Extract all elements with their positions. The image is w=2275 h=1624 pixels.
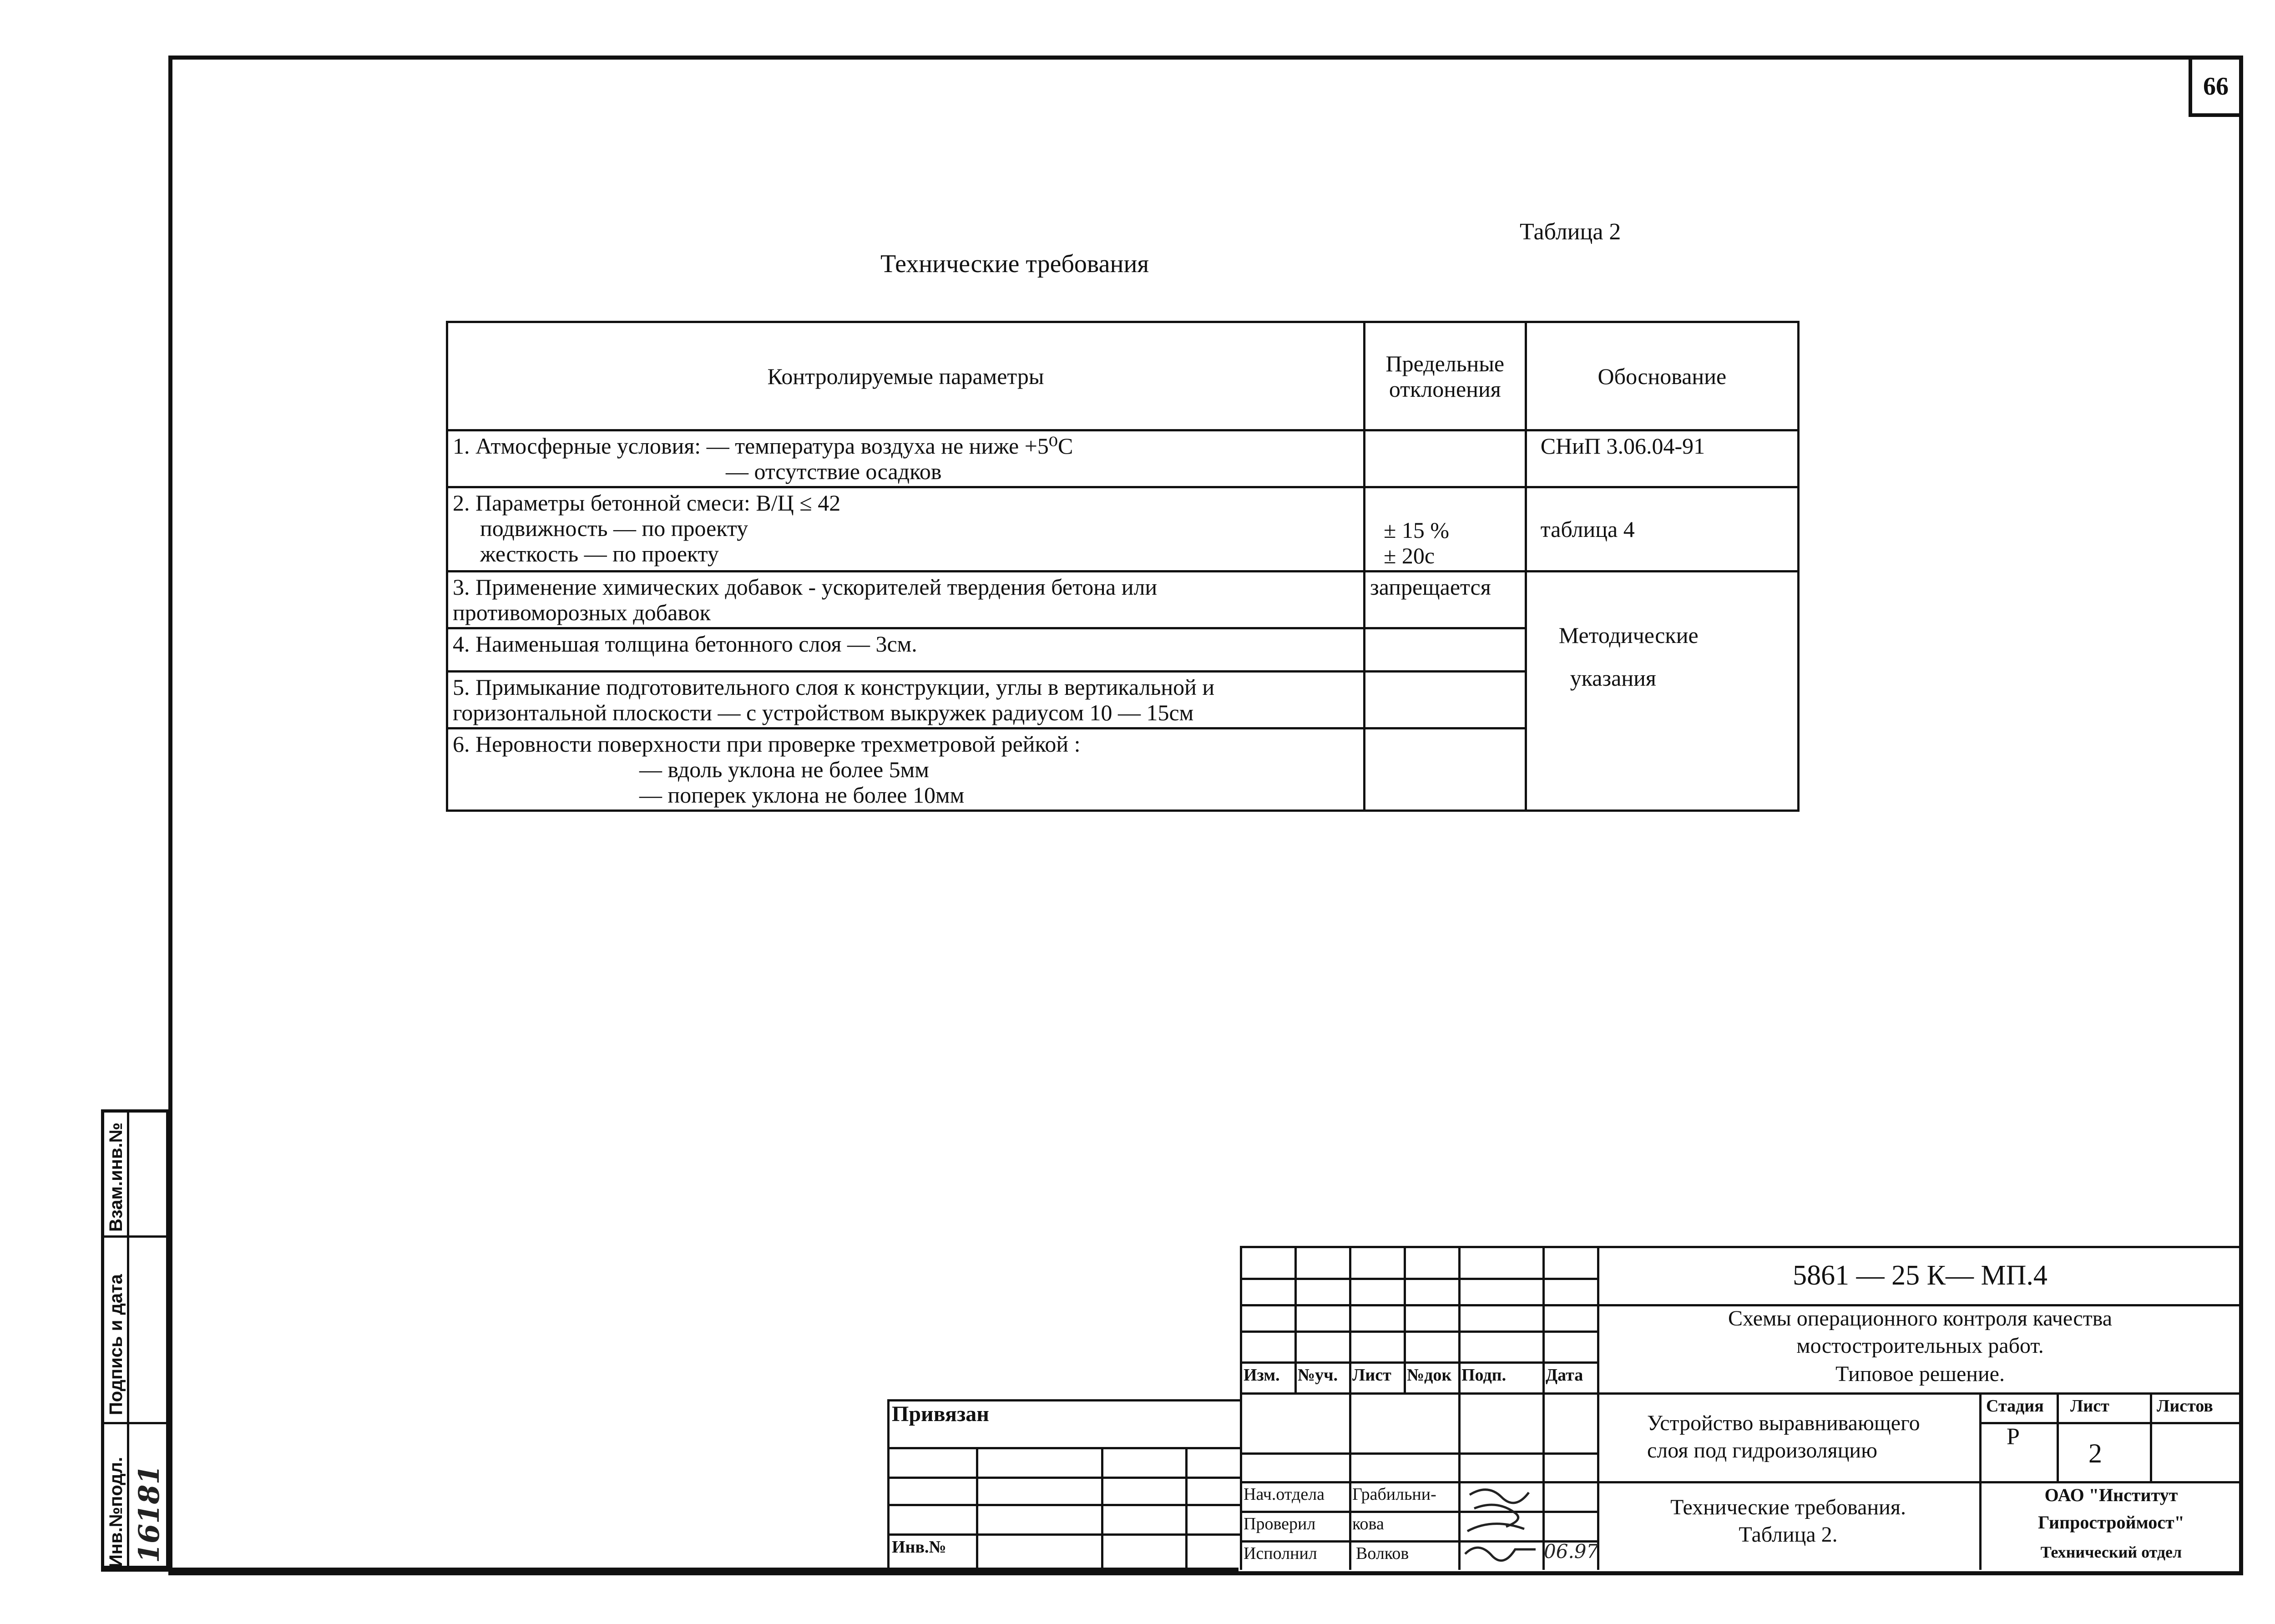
row-2-line-1: 2. Параметры бетонной смеси: В/Ц ≤ 42 <box>453 490 841 516</box>
name-head-dept-b: кова <box>1352 1514 1384 1533</box>
side-podpis-data: Подпись и дата <box>106 1274 126 1415</box>
name-head-dept-a: Грабильни- <box>1352 1485 1436 1504</box>
basis-merged-line-2: указания <box>1570 665 1656 691</box>
page-title: Технические требования <box>880 250 1149 278</box>
sheet-value: 2 <box>2088 1438 2102 1468</box>
row-1-basis: СНиП 3.06.04-91 <box>1526 430 1798 487</box>
name-executed: Волков <box>1356 1544 1409 1563</box>
work-title-3: Типовое решение. <box>1835 1362 2005 1386</box>
role-checked: Проверил <box>1244 1514 1316 1533</box>
table-label: Таблица 2 <box>1520 219 1621 245</box>
row-3-param <box>447 572 1365 628</box>
org-line-1: ОАО "Институт <box>2044 1485 2178 1505</box>
table-row <box>447 572 1799 628</box>
basis-merged <box>1526 572 1798 811</box>
row-2-param <box>447 487 1365 572</box>
side-stamp <box>101 1109 169 1569</box>
sheet-label: Лист <box>2070 1396 2109 1416</box>
role-executed: Исполнил <box>1244 1544 1317 1563</box>
row-2-basis: таблица 4 <box>1526 487 1798 572</box>
table-row <box>447 487 1799 572</box>
row-2-line-2: подвижность — по проекту <box>480 516 748 541</box>
col-nuch: №уч. <box>1298 1366 1338 1385</box>
row-4-param: 4. Наименьшая толщина бетонного слоя — 3см. <box>447 628 1365 672</box>
row-2-dev-1: ± 15 % <box>1383 517 1450 543</box>
row-1-line-1: 1. Атмосферные условия: — температура воздуха не ниже +5⁰С <box>453 433 1073 459</box>
side-vzam-inv: Взам.инв.№ <box>106 1122 126 1232</box>
col-ndok: №док <box>1407 1366 1452 1385</box>
row-6-line-1: 6. Неровности поверхности при проверке трехметровой рейкой : <box>453 731 1081 757</box>
row-2-line-3: жесткость — по проекту <box>480 541 719 567</box>
privyazan-label: Привязан <box>892 1402 989 1426</box>
stage-value: Р <box>2007 1424 2020 1450</box>
requirements-table <box>446 321 1800 812</box>
header-basis: Обоснование <box>1526 322 1798 430</box>
row-1-line-2: — отсутствие осадков <box>726 459 942 484</box>
sheet-title-2: Таблица 2. <box>1739 1523 1838 1547</box>
row-2-dev <box>1364 487 1526 572</box>
side-inv-podl: Инв.№подл. <box>106 1457 126 1568</box>
doc-code: 5861 — 25 К— МП.4 <box>1793 1260 2048 1291</box>
header-parameters: Контролируемые параметры <box>447 322 1365 430</box>
row-4-dev <box>1364 628 1526 672</box>
sheets-label: Листов <box>2157 1396 2213 1416</box>
row-3-line-1: 3. Применение химических добавок - ускорителей твердения бетона или <box>453 574 1158 600</box>
header-deviations: Предельные отклонения <box>1364 322 1526 430</box>
row-1-param <box>447 430 1365 487</box>
col-izm: Изм. <box>1244 1366 1280 1385</box>
row-6-dev <box>1364 729 1526 811</box>
signature-image <box>1461 1481 1542 1570</box>
object-line-2: слоя под гидроизоляцию <box>1647 1438 1877 1462</box>
row-5-line-2: горизонтальной плоскости — с устройством выкружек радиусом 10 — 15см <box>453 700 1194 725</box>
org-line-3: Технический отдел <box>2040 1543 2182 1561</box>
col-podp: Подп. <box>1461 1366 1507 1385</box>
col-list: Лист <box>1352 1366 1391 1385</box>
org-line-2: Гипростроймост" <box>2038 1512 2184 1533</box>
table-row <box>447 430 1799 487</box>
role-head-dept: Нач.отдела <box>1244 1485 1325 1504</box>
row-3-line-2: противоморозных добавок <box>453 600 711 625</box>
work-title-2: мостостроительных работ. <box>1796 1334 2044 1358</box>
sheet-title-1: Технические требования. <box>1670 1495 1906 1519</box>
table-header-row <box>447 322 1799 430</box>
date-executed: 06.97 <box>1544 1540 1599 1563</box>
work-title-1: Схемы операционного контроля качества <box>1728 1306 2113 1331</box>
stage-label: Стадия <box>1986 1396 2044 1416</box>
row-6-line-3: — поперек уклона не более 10мм <box>639 782 965 808</box>
row-6-line-2: — вдоль уклона не более 5мм <box>639 757 929 782</box>
row-1-dev <box>1364 430 1526 487</box>
inv-no-label: Инв.№ <box>892 1538 946 1557</box>
side-inv-value: 16181 <box>132 1465 166 1563</box>
row-5-line-1: 5. Примыкание подготовительного слоя к конструкции, углы в вертикальной и <box>453 674 1215 700</box>
row-5-param <box>447 672 1365 729</box>
row-2-dev-2: ± 20с <box>1383 543 1435 568</box>
row-5-dev <box>1364 672 1526 729</box>
sheet-number: 66 <box>2189 56 2243 117</box>
col-data: Дата <box>1546 1366 1583 1385</box>
object-line-1: Устройство выравнивающего <box>1647 1411 1920 1435</box>
basis-merged-line-1: Методические <box>1558 622 1699 648</box>
row-6-param <box>447 729 1365 811</box>
row-3-dev: запрещается <box>1364 572 1526 628</box>
